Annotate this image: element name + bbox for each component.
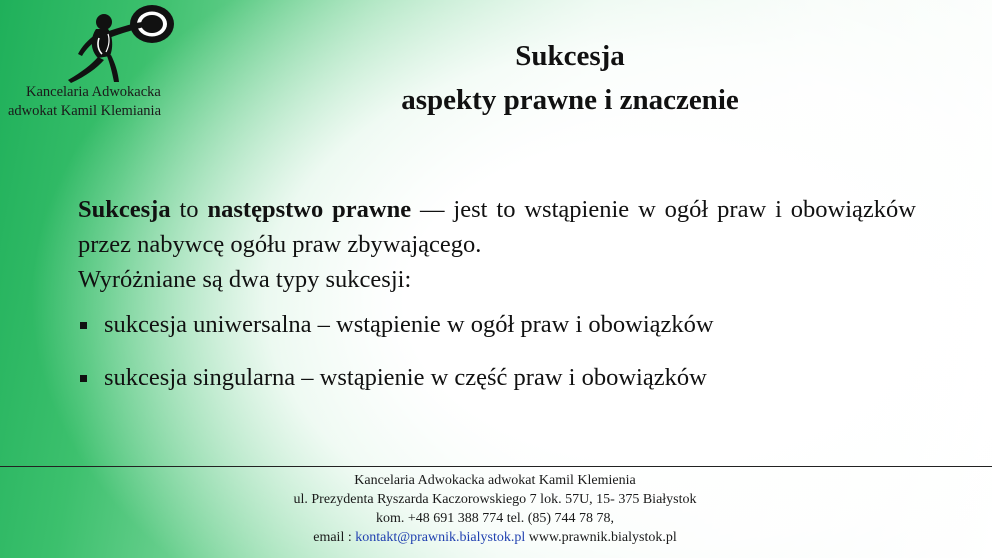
- title-line-2: aspekty prawne i znaczenie: [401, 84, 739, 116]
- title-line-1: Sukcesja: [515, 40, 625, 72]
- logo-firm-name: Kancelaria Adwokacka: [26, 84, 161, 100]
- list-item: [78, 360, 916, 395]
- term-nastepstwo-prawne: następstwo prawne: [207, 196, 412, 223]
- footer-email-line: [200, 528, 790, 547]
- footer-firm-name: Kancelaria Adwokacka adwokat Kamil Klemienia: [354, 473, 636, 488]
- term-sukcesja: Sukcesja: [78, 196, 171, 223]
- definition-paragraph: [78, 192, 916, 262]
- logo-lawyer-name: adwokat Kamil Klemiania: [8, 103, 162, 119]
- bullet-text-universal: sukcesja uniwersalna – wstąpienie w ogół praw i obowiązków: [104, 311, 714, 338]
- footer-phones: kom. +48 691 388 774 tel. (85) 744 78 78,: [375, 511, 615, 526]
- website-link[interactable]: www.prawnik.bialystok.pl: [525, 530, 677, 545]
- definition-text: — jest to wstąpienie w ogół praw i obowiązków przez nabywcę ogółu praw zbywającego.: [78, 196, 916, 258]
- square-bullet-icon: [80, 322, 87, 329]
- types-intro: Wyróżniane są dwa typy sukcesji:: [78, 266, 412, 293]
- slide-content: [78, 192, 916, 413]
- definition-connector: to: [170, 196, 208, 223]
- footer-divider: [0, 466, 992, 467]
- bullet-text-singular: sukcesja singularna – wstąpienie w część praw i obowiązków: [104, 364, 707, 391]
- email-link[interactable]: kontakt@prawnik.bialystok.pl: [355, 530, 526, 545]
- footer-address: ul. Prezydenta Ryszarda Kaczorowskiego 7 lok. 57U, 15- 375 Białystok: [293, 492, 697, 507]
- slide-title: [300, 34, 840, 122]
- list-item: [78, 307, 916, 342]
- succession-types-list: [78, 307, 916, 395]
- footer-contact: [200, 471, 790, 547]
- discobolus-statue-icon: [52, 2, 182, 84]
- square-bullet-icon: [80, 375, 87, 382]
- law-firm-logo: [8, 2, 198, 122]
- email-label: email :: [313, 530, 356, 545]
